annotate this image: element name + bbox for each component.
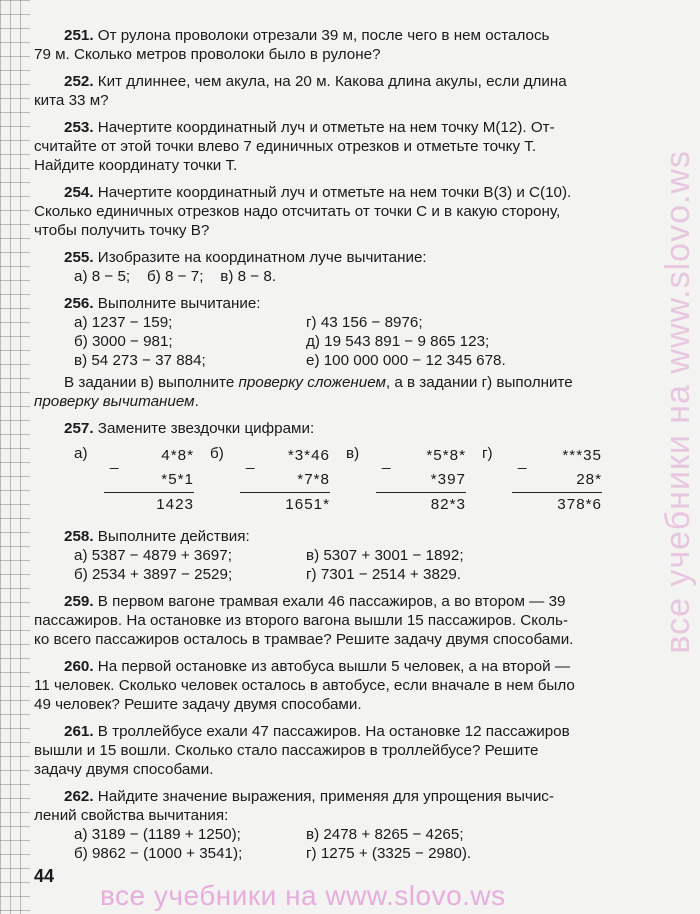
subtrahend: *5*1: [161, 471, 194, 488]
item-row: [34, 313, 670, 332]
problem-251: [34, 26, 670, 64]
item: в) 54 273 − 37 884;: [74, 352, 206, 369]
problem-number: 257.: [64, 420, 94, 437]
problem-number: 256.: [64, 295, 94, 312]
minuend: *3*46: [287, 447, 330, 464]
notebook-grid-margin: [0, 0, 30, 914]
difference: 1651*: [240, 492, 330, 517]
problem-text: Начертите координатный луч и отметьте на нем точку M(12). От-: [97, 119, 555, 136]
problem-text: Найдите координату точки T.: [34, 157, 238, 174]
star-puzzle-b: [210, 444, 346, 517]
problem-253: [34, 118, 670, 175]
problem-258: [34, 527, 670, 584]
item: б) 3000 − 981;: [74, 333, 173, 350]
bottom-watermark: все учебники на www.slovo.ws: [100, 880, 506, 911]
problem-number: 255.: [64, 249, 94, 266]
item-row: [34, 546, 670, 565]
item: а) 5387 − 4879 + 3697;: [74, 547, 232, 564]
puzzle-label: б): [210, 445, 224, 462]
subtrahend: 28*: [576, 471, 602, 488]
star-puzzle-g: [482, 444, 618, 517]
problem-number: 253.: [64, 119, 94, 136]
problem-text: Замените звездочки цифрами:: [97, 420, 315, 437]
problem-number: 261.: [64, 723, 94, 740]
puzzle-label: г): [482, 445, 493, 462]
side-watermark: все учебники на www.slovo.ws: [659, 150, 697, 654]
problem-text: считайте от этой точки влево 7 единичных отрезков и отметьте точку T.: [34, 138, 537, 155]
problem-text: Сколько единичных отрезков надо отсчитать от точки C и в какую сторону,: [34, 203, 561, 220]
problem-text: В первом вагоне трамвая ехали 46 пассажиров, а во втором — 39: [97, 593, 566, 610]
minuend: ***35: [562, 447, 602, 464]
problem-number: 259.: [64, 593, 94, 610]
textbook-page: [34, 26, 670, 871]
item: д) 19 543 891 − 9 865 123;: [306, 333, 490, 350]
item: г) 1275 + (3325 − 2980).: [306, 845, 472, 862]
star-puzzle-a: [74, 444, 210, 517]
problem-text: кита 33 м?: [34, 92, 109, 109]
difference: 378*6: [512, 492, 602, 517]
item: в) 2478 + 8265 − 4265;: [306, 826, 464, 843]
item: б) 2534 + 3897 − 2529;: [74, 566, 233, 583]
problem-256: [34, 294, 670, 411]
item: а) 3189 − (1189 + 1250);: [74, 826, 241, 843]
problem-text: задачу двумя способами.: [34, 761, 214, 778]
problem-number: 252.: [64, 73, 94, 90]
problem-text: 11 человек. Сколько человек осталось в автобусе, если вначале в нем было: [34, 677, 575, 694]
problem-text: пассажиров. На остановке из второго вагона вышли 15 пассажиров. Сколь-: [34, 612, 569, 629]
subtrahend: *7*8: [297, 471, 330, 488]
item: г) 43 156 − 8976;: [306, 314, 423, 331]
problem-number: 251.: [64, 27, 94, 44]
item: а) 1237 − 159;: [74, 314, 173, 331]
problem-text: вышли и 15 вошли. Сколько стало пассажиров в троллейбусе? Решите: [34, 742, 539, 759]
problem-254: [34, 183, 670, 240]
item-row: [34, 825, 670, 844]
minus-sign: _: [518, 453, 527, 470]
problem-number: 262.: [64, 788, 94, 805]
item-row: [34, 565, 670, 584]
item-row: [34, 351, 670, 370]
problem-text: 49 человек? Решите задачу двумя способами.: [34, 696, 362, 713]
minus-sign: _: [110, 453, 119, 470]
problem-255: [34, 248, 670, 286]
problem-text-italic: проверку сложением: [238, 374, 386, 391]
problem-text-italic: проверку вычитанием: [34, 393, 195, 410]
difference: 82*3: [376, 492, 466, 517]
problem-261: [34, 722, 670, 779]
puzzle-label: в): [346, 445, 360, 462]
problem-text: Кит длиннее, чем акула, на 20 м. Какова длина акулы, если длина: [97, 73, 567, 90]
problem-text: 79 м. Сколько метров проволоки было в рулоне?: [34, 46, 381, 63]
problem-260: [34, 657, 670, 714]
problem-text: Изобразите на координатном луче вычитание:: [97, 249, 427, 266]
star-puzzles: [74, 444, 670, 517]
problem-text: Выполните действия:: [97, 528, 250, 545]
problem-number: 258.: [64, 528, 94, 545]
problem-257: [34, 419, 670, 517]
minus-sign: _: [246, 453, 255, 470]
minuend: *5*8*: [426, 447, 466, 464]
problem-text: ко всего пассажиров осталось в трамвае? Решите задачу двумя способами.: [34, 631, 574, 648]
problem-text: В троллейбусе ехали 47 пассажиров. На остановке 12 пассажиров: [97, 723, 570, 740]
problem-text: От рулона проволоки отрезали 39 м, после чего в нем осталось: [97, 27, 550, 44]
item: г) 7301 − 2514 + 3829.: [306, 566, 462, 583]
problem-text: Найдите значение выражения, применяя для упрощения вычис-: [97, 788, 554, 805]
problem-text: Выполните вычитание:: [97, 295, 261, 312]
item: е) 100 000 000 − 12 345 678.: [306, 352, 506, 369]
subtrahend: *397: [430, 471, 466, 488]
problem-text: лений свойства вычитания:: [34, 807, 229, 824]
problem-text: В задании в) выполните: [64, 374, 239, 391]
minuend: 4*8*: [161, 447, 194, 464]
problem-number: 260.: [64, 658, 94, 675]
item-row: [34, 844, 670, 863]
item: в) 5307 + 3001 − 1892;: [306, 547, 464, 564]
problem-text: На первой остановке из автобуса вышли 5 человек, а на второй —: [97, 658, 571, 675]
page-number: 44: [34, 866, 55, 886]
problem-number: 254.: [64, 184, 94, 201]
problem-252: [34, 72, 670, 110]
problem-262: [34, 787, 670, 863]
problem-items: а) 8 − 5; б) 8 − 7; в) 8 − 8.: [74, 268, 277, 285]
problem-text: .: [194, 393, 199, 410]
problem-259: [34, 592, 670, 649]
star-puzzle-v: [346, 444, 482, 517]
problem-text: , а в задании г) выполните: [385, 374, 573, 391]
problem-text: Начертите координатный луч и отметьте на нем точки B(3) и C(10).: [97, 184, 572, 201]
puzzle-label: а): [74, 445, 88, 462]
item: б) 9862 − (1000 + 3541);: [74, 845, 243, 862]
minus-sign: _: [382, 453, 391, 470]
item-row: [34, 332, 670, 351]
problem-text: чтобы получить точку B?: [34, 222, 210, 239]
difference: 1423: [104, 492, 194, 517]
